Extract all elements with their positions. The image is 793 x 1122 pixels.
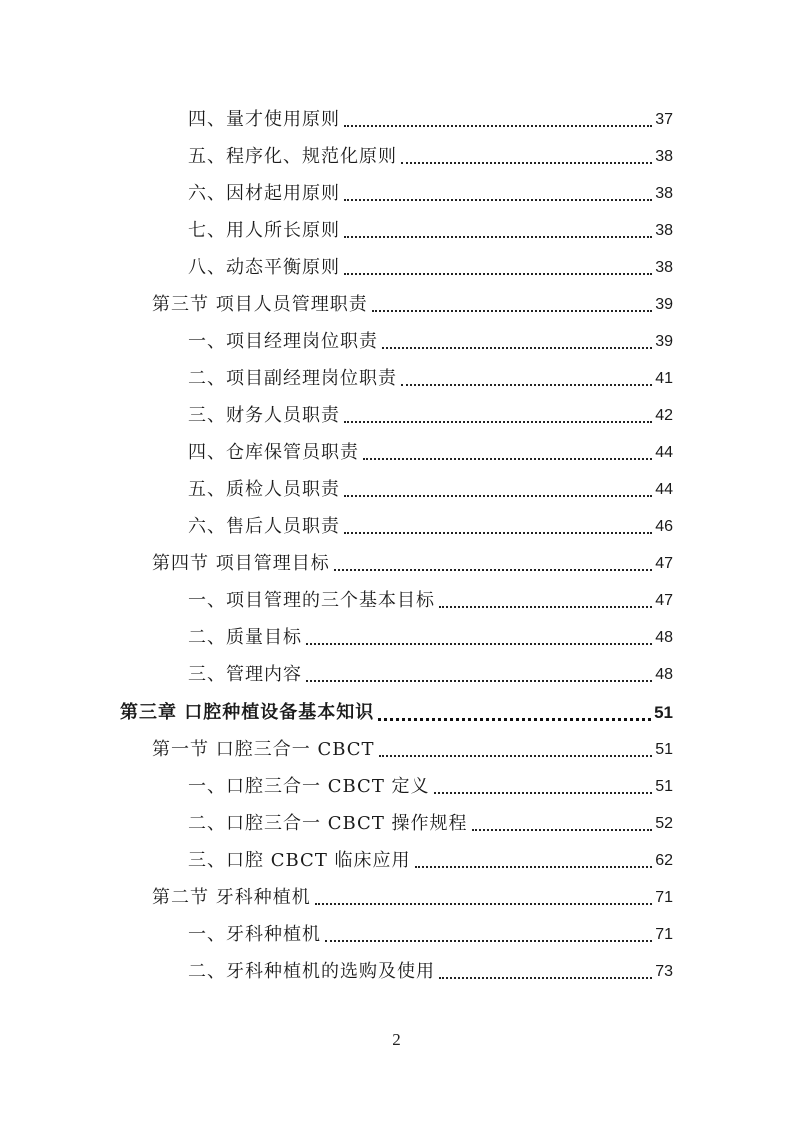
toc-chapter-entry[interactable] [120, 698, 673, 728]
toc-dot-leader [434, 792, 653, 794]
toc-entry[interactable] [188, 623, 673, 653]
toc-entry-page: 71 [655, 926, 673, 943]
toc-entry[interactable] [188, 957, 673, 987]
toc-dot-leader [306, 643, 652, 645]
toc-dot-leader [379, 755, 653, 757]
toc-entry[interactable] [188, 364, 673, 394]
toc-entry[interactable] [188, 920, 673, 950]
toc-entry[interactable] [188, 216, 673, 246]
toc-entry-page: 47 [655, 555, 673, 572]
toc-dot-leader [344, 236, 652, 238]
toc-entry-page: 38 [655, 185, 673, 202]
page-number: 2 [392, 1030, 401, 1049]
toc-entry-label: 七、用人所长原则 [188, 220, 340, 241]
toc-dot-leader [439, 606, 652, 608]
toc-section-entry[interactable] [152, 735, 673, 765]
toc-entry-label: 二、口腔三合一 CBCT 操作规程 [188, 813, 468, 834]
toc-entry-page: 48 [655, 666, 673, 683]
toc-entry-page: 47 [655, 592, 673, 609]
toc-entry[interactable] [188, 327, 673, 357]
toc-dot-leader [401, 384, 652, 386]
toc-dot-leader [325, 940, 652, 942]
toc-entry-label: 五、程序化、规范化原则 [188, 146, 397, 167]
toc-entry-page: 39 [655, 296, 673, 313]
toc-entry-label: 一、项目管理的三个基本目标 [188, 590, 435, 611]
toc-entry-label: 第三节 项目人员管理职责 [152, 294, 368, 315]
toc-dot-leader [344, 421, 652, 423]
toc-entry-label: 四、量才使用原则 [188, 109, 340, 130]
toc-dot-leader [415, 866, 653, 868]
toc-entry-label: 二、质量目标 [188, 627, 302, 648]
toc-entry-page: 62 [655, 852, 673, 869]
toc-section-entry[interactable] [152, 883, 673, 913]
toc-dot-leader [401, 162, 652, 164]
toc-entry-label: 二、牙科种植机的选购及使用 [188, 961, 435, 982]
toc-entry-page: 38 [655, 148, 673, 165]
toc-entry-page: 38 [655, 222, 673, 239]
toc-entry[interactable] [188, 772, 673, 802]
toc-entry[interactable] [188, 475, 673, 505]
toc-entry[interactable] [188, 846, 673, 876]
toc-entry-page: 38 [655, 259, 673, 276]
toc-section-entry[interactable] [152, 549, 673, 579]
toc-entry-page: 73 [655, 963, 673, 980]
toc-entry-label: 四、仓库保管员职责 [188, 442, 359, 463]
toc-entry-label: 一、口腔三合一 CBCT 定义 [188, 776, 430, 797]
toc-dot-leader [344, 273, 652, 275]
toc-entry-label: 第四节 项目管理目标 [152, 553, 330, 574]
toc-entry-label: 六、因材起用原则 [188, 183, 340, 204]
toc-entry[interactable] [188, 142, 673, 172]
toc-entry-label: 三、管理内容 [188, 664, 302, 685]
toc-entry-label: 第三章 口腔种植设备基本知识 [120, 702, 375, 723]
toc-dot-leader [344, 199, 652, 201]
toc-dot-leader [372, 310, 652, 312]
toc-entry-label: 三、财务人员职责 [188, 405, 340, 426]
toc-dot-leader [344, 125, 652, 127]
toc-entry[interactable] [188, 253, 673, 283]
toc-entry[interactable] [188, 660, 673, 690]
toc-dot-leader [472, 829, 653, 831]
toc-entry-page: 52 [655, 815, 673, 832]
toc-dot-leader [439, 977, 652, 979]
toc-entry-label: 第一节 口腔三合一 CBCT [152, 739, 375, 760]
toc-entry-label: 一、牙科种植机 [188, 924, 321, 945]
toc-entry[interactable] [188, 809, 673, 839]
toc-entry[interactable] [188, 512, 673, 542]
toc-dot-leader [334, 569, 652, 571]
toc-dot-leader [363, 458, 652, 460]
toc-entry[interactable] [188, 586, 673, 616]
toc-entry-page: 51 [654, 703, 673, 722]
toc-entry-label: 五、质检人员职责 [188, 479, 340, 500]
toc-dot-leader [315, 903, 652, 905]
toc-entry[interactable] [188, 105, 673, 135]
toc-entry-label: 八、动态平衡原则 [188, 257, 340, 278]
toc-dot-leader [378, 718, 651, 721]
toc-entry-page: 37 [655, 111, 673, 128]
toc-entry[interactable] [188, 401, 673, 431]
toc-dot-leader [382, 347, 652, 349]
toc-entry[interactable] [188, 179, 673, 209]
toc-entry-label: 三、口腔 CBCT 临床应用 [188, 850, 411, 871]
toc-entry-label: 六、售后人员职责 [188, 516, 340, 537]
toc-entry-page: 44 [655, 481, 673, 498]
toc-section-entry[interactable] [152, 290, 673, 320]
toc-dot-leader [306, 680, 652, 682]
toc-entry-page: 44 [655, 444, 673, 461]
toc-dot-leader [344, 532, 652, 534]
toc-entry-page: 46 [655, 518, 673, 535]
toc-entry-page: 41 [655, 370, 673, 387]
toc-dot-leader [344, 495, 652, 497]
toc-entry-page: 71 [655, 889, 673, 906]
toc-entry-label: 一、项目经理岗位职责 [188, 331, 378, 352]
toc-entry-label: 二、项目副经理岗位职责 [188, 368, 397, 389]
toc-entry-page: 48 [655, 629, 673, 646]
toc-entry-page: 51 [655, 741, 673, 758]
toc-entry-page: 51 [655, 778, 673, 795]
toc-entry-label: 第二节 牙科种植机 [152, 887, 311, 908]
toc-entry[interactable] [188, 438, 673, 468]
toc-entry-page: 39 [655, 333, 673, 350]
toc-entry-page: 42 [655, 407, 673, 424]
